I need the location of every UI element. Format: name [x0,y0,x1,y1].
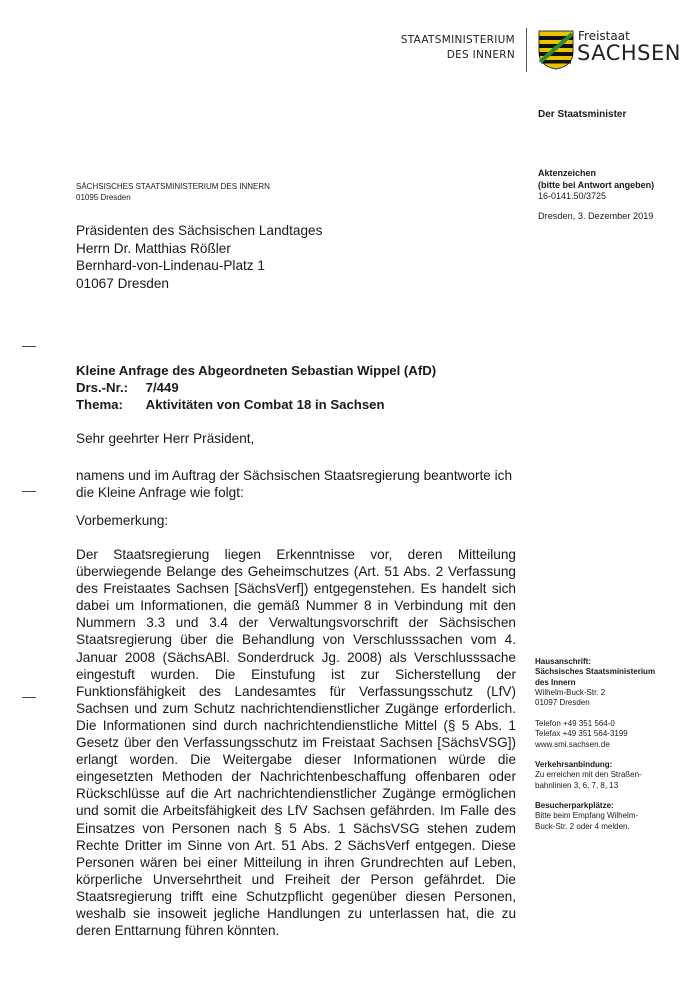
verkehr-label: Verkehrsanbindung: [535,760,613,769]
verkehr-line-1: Zu erreichen mit den Straßen- [535,770,642,780]
contact-block [535,719,628,750]
vorbemerkung-heading: Vorbemerkung: [76,513,169,528]
parken-label: Besucherparkplätze: [535,801,614,810]
punch-mark [22,491,36,492]
hausanschrift-block [535,657,655,708]
aktenzeichen-label: Aktenzeichen [538,168,597,178]
fold-mark [22,346,36,347]
freistaat-label: Freistaat [578,29,630,43]
sender-line-1: SÄCHSISCHES STAATSMINISTERIUM DES INNERN [76,182,270,191]
thema-value: Aktivitäten von Combat 18 in Sachsen [145,397,385,412]
hausanschrift-label: Hausanschrift: [535,657,592,666]
aktenzeichen-block [538,168,654,203]
thema-label: Thema: [76,397,123,412]
letterhead-divider [526,28,527,72]
aktenzeichen-hint: (bitte bei Antwort angeben) [538,179,655,190]
drs-value: 7/449 [145,380,179,395]
recipient-line: 01067 Dresden [76,275,169,291]
recipient-address [76,222,322,292]
sachsen-label: SACHSEN [577,41,681,65]
letter-date: Dresden, 3. Dezember 2019 [538,211,654,221]
verkehr-line-2: bahnlinien 3, 6, 7, 8, 13 [535,780,619,790]
parken-block [535,801,638,832]
sender-line-2: 01095 Dresden [76,192,131,202]
minister-title: Der Staatsminister [538,109,627,120]
telefax: Telefax +49 351 564-3199 [535,729,628,739]
street: Wilhelm-Buck-Str. 2 [535,687,606,697]
telefon: Telefon +49 351 564-0 [535,719,615,728]
saxony-coat-of-arms-icon [538,30,574,70]
drs-label: Drs.-Nr.: [76,380,129,395]
hausanschrift-name-2: des Innern [535,677,576,687]
parken-line-1: Bitte beim Empfang Wilhelm- [535,811,639,821]
verkehr-block [535,760,642,791]
parken-line-2: Buck-Str. 2 oder 4 melden. [535,821,630,831]
ministry-name [395,33,515,63]
ministry-line-1: STAATSMINISTERIUM [400,34,515,46]
body-paragraph: Der Staatsregierung liegen Erkenntnisse vor, deren Mitteilung überwiegende Belange des Geheimschutzes (Art. 51 Abs. 2 Verfassung des Freistaates Sachsen [SächsVerf]) entgegenstehen. Es handelt sich dabei um Informationen, die gemäß Nummer 8 in Verbindung mit den Nummern 3.3 und 3.4 der Verwaltungsvorschrift der Sächsischen Staatsregierung über die Behandlung von Verschlusssachen vom 4. Januar 2008 (SächsABl. Sonderdruck Jg. 2008) als Verschlusssache eingestuft wurden. Die Einstufung ist zur Sicherstellung der Funktionsfähigkeit des Landesamtes für Verfassungsschutz (LfV) Sachsen und zum Schutz nachrichtendienstlicher Zugänge erforderlich. Die Informationen sind durch nachrichtendienstliche Mittel (§ 5 Abs. 1 Gesetz über den Verfassungsschutz im Freistaat Sachsen [SächsVSG]) erlangt worden. Die Weitergabe dieser Informationen würde die eingesetzten Methoden der Nachrichtenbeschaffung offenbaren oder Rückschlüsse auf die Art nachrichtendienstlicher Zugänge ermöglichen und somit die Arbeitsfähigkeit des LfV Sachsen gefährden. Im Falle des Einsatzes von Personen nach § 5 Abs. 1 SächsVSG stehen zudem Rechte Dritter im Sinne von Art. 51 Abs. 2 SächsVerf entgegen. Diese Personen wären bei einer Mitteilung in ihren Grundrechten auf Leben, körperliche Unversehrtheit und Freiheit der Person gefährdet. Die Staatsregierung trifft eine Schutzpflicht gegenüber diesen Personen, weshalb sie insoweit jegliche Handlungen zu unterlassen hat, die zu deren Enttarnung führen könnten. [76,547,516,939]
ministry-line-2: DES INNERN [446,49,515,61]
intro-paragraph: namens und im Auftrag der Sächsischen Staatsregierung beantworte ich die Kleine Anfrage wie folgt: [76,468,513,501]
website-link: www.smi.sachsen.de [535,739,610,749]
drs-row [76,379,436,396]
thema-row [76,396,436,413]
fold-mark [22,697,36,698]
city: 01097 Dresden [535,698,590,708]
subject-title: Kleine Anfrage des Abgeordneten Sebastian Wippel (AfD) [76,363,437,378]
salutation: Sehr geehrter Herr Präsident, [76,431,255,446]
recipient-line: Bernhard-von-Lindenau-Platz 1 [76,258,265,273]
hausanschrift-name-1: Sächsisches Staatsministerium [535,667,656,677]
recipient-line: Herrn Dr. Matthias Rößler [76,240,231,256]
sender-return-address [76,182,270,203]
aktenzeichen-value: 16-0141.50/3725 [538,191,607,201]
subject-block [76,362,436,413]
recipient-line: Präsidenten des Sächsischen Landtages [76,223,323,238]
